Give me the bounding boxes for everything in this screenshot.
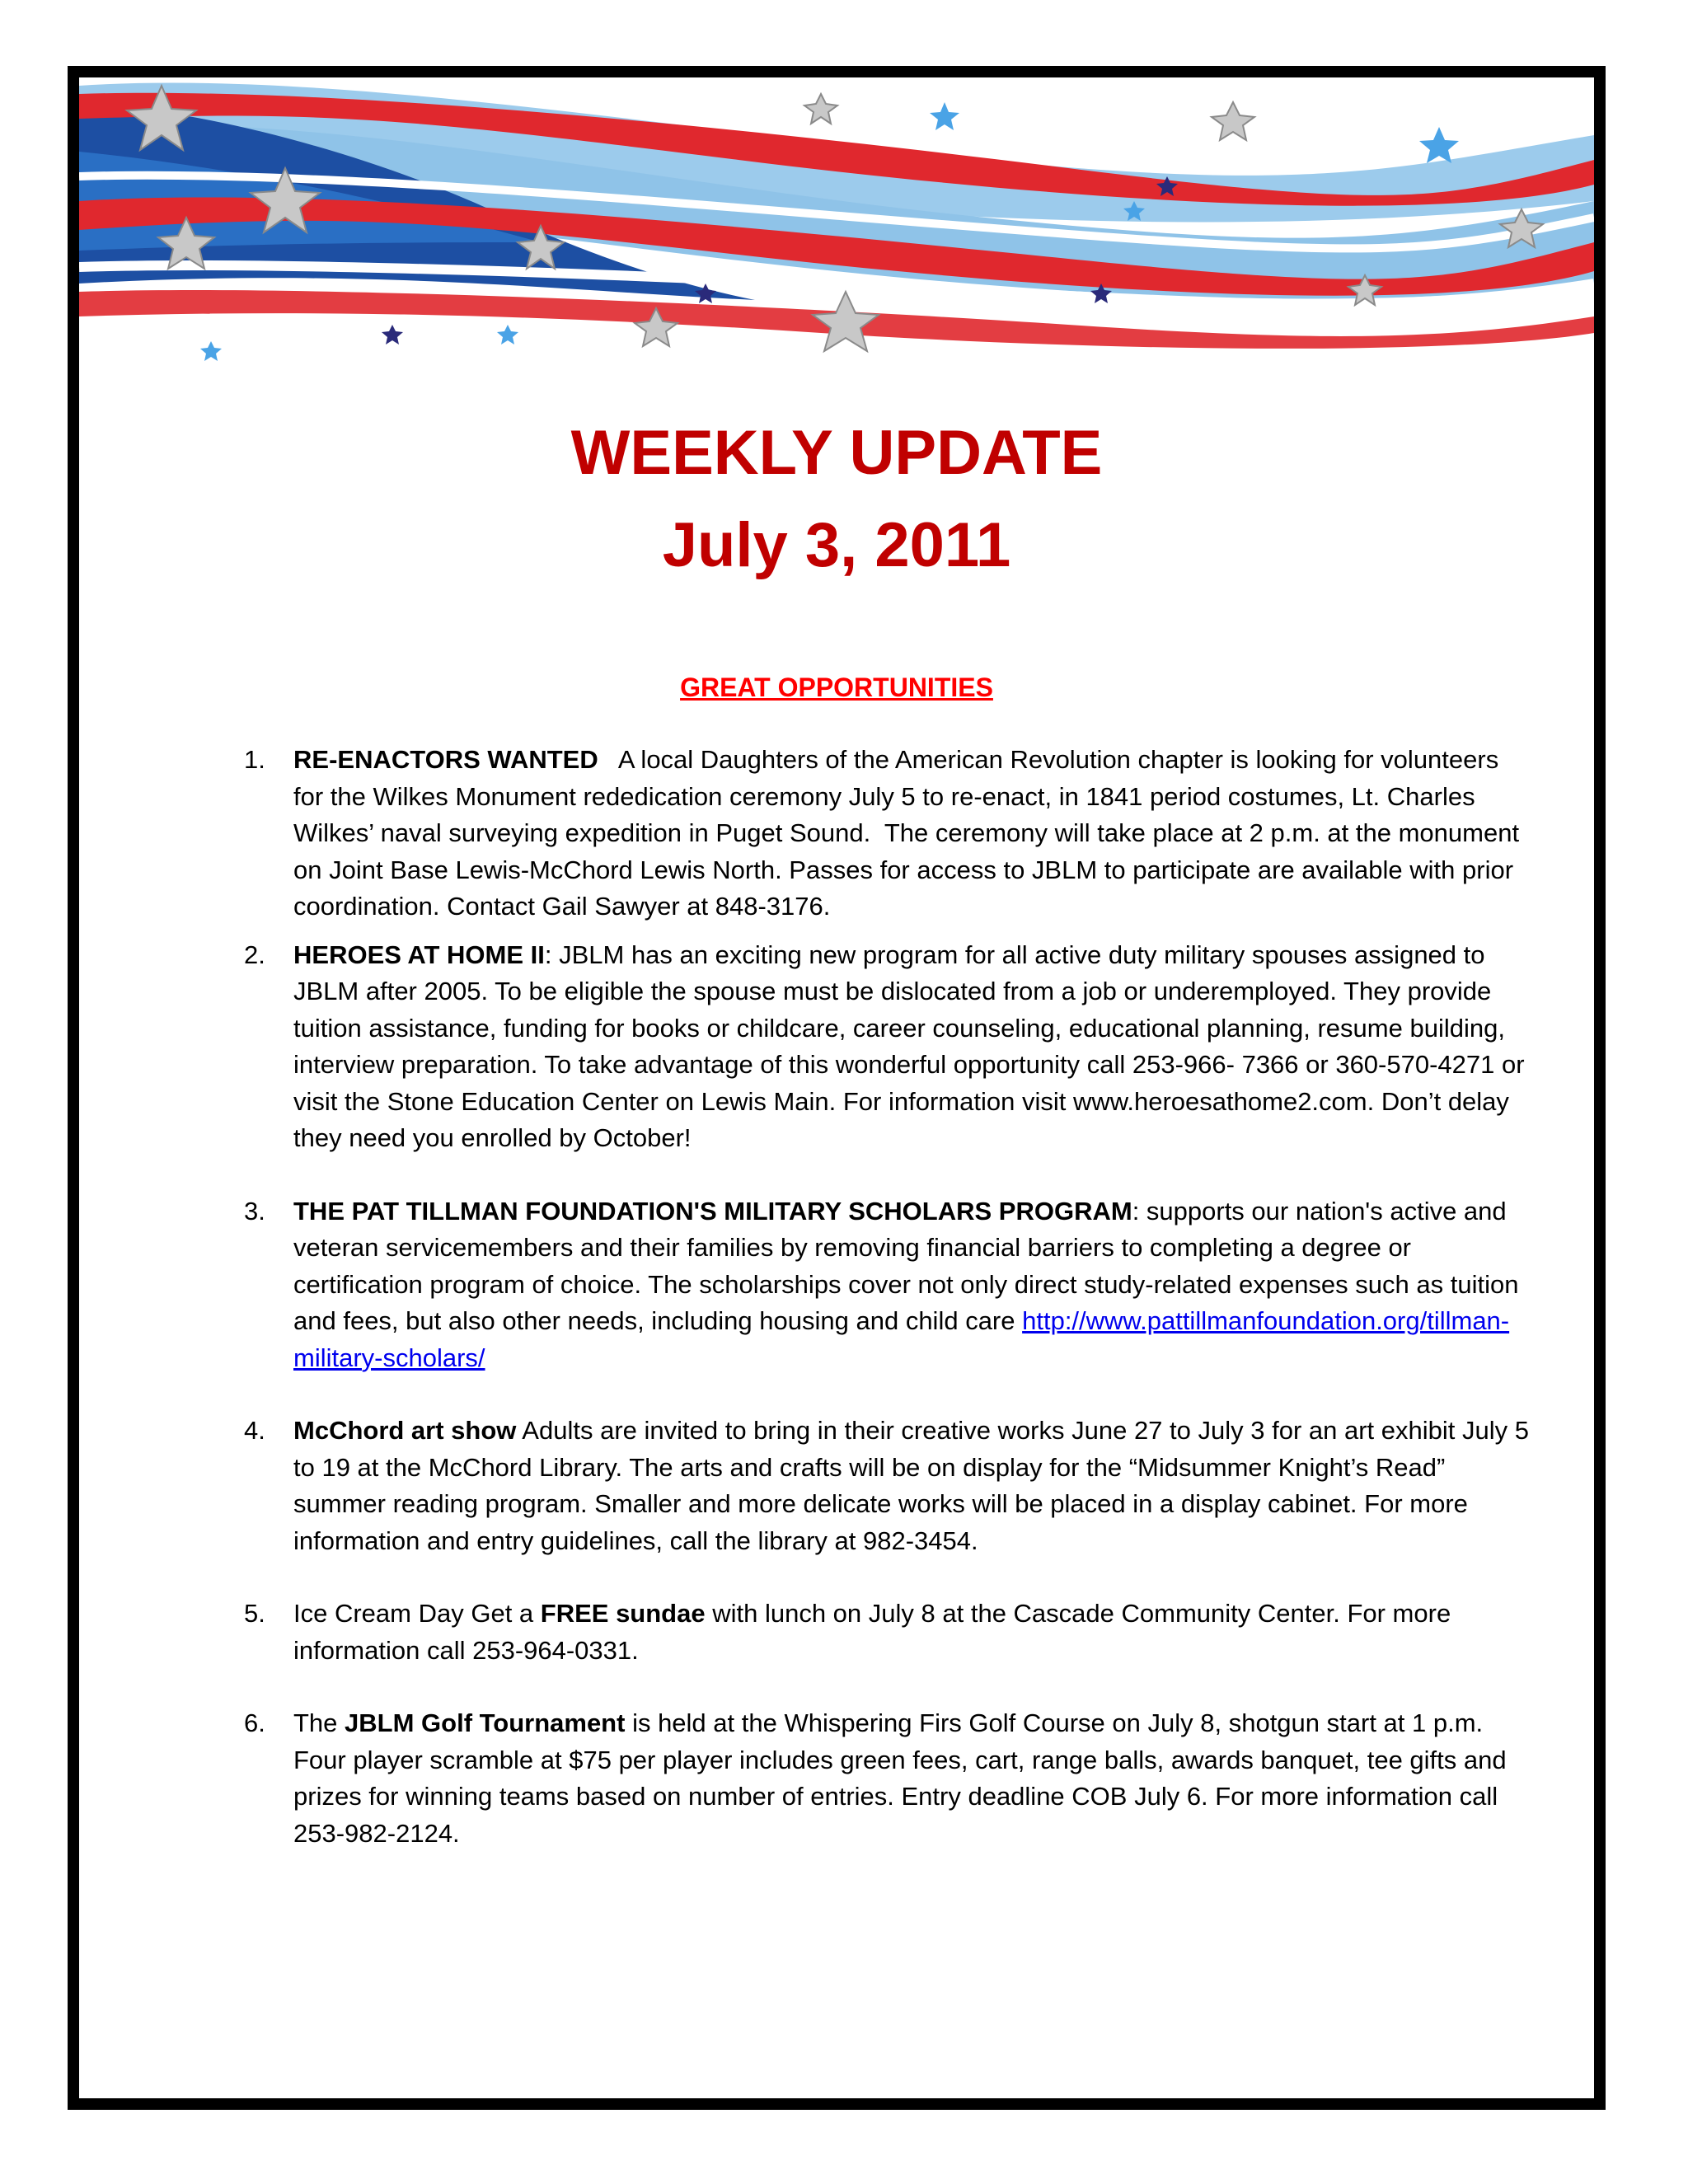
item-pre-text: The bbox=[293, 1708, 345, 1737]
item-text: A local Daughters of the American Revolution chapter is looking for volunteers for the Wilkes Monument rededication ceremony July 5 to re-enact, in 1841 period costumes, Lt. Charles Wilkes’ naval surveying expedition in Puget Sound. The ceremony will take place at 2 p.m. at the monument on Joint Base Lewis-McChord Lewis North. Passes for access to JBLM to participate are available with prior coordination. Contact Gail Sawyer at 848-3176. bbox=[293, 745, 1526, 921]
list-item bbox=[244, 1596, 1530, 1669]
item-text: Adults are invited to bring in their creative works June 27 to July 3 for an art exhibit July 5 to 19 at the McChord Library. The arts and crafts will be on display for the “Midsummer Knight’s Read” summer reading program. Smaller and more delicate works will be placed in a display cabinet. For more information and entry guidelines, call the library at 982-3454. bbox=[293, 1416, 1529, 1555]
item-text: is held at the Whispering Firs Golf Course on July 8, shotgun start at 1 p.m. Four player scramble at $75 per player includes green fees, cart, range balls, awards banquet, tee gifts and prizes for winning teams based on number of entries. Entry deadline COB July 6. For more information call 253-982-2124. bbox=[293, 1708, 1507, 1848]
list-item bbox=[244, 742, 1530, 926]
section-heading: GREAT OPPORTUNITIES bbox=[680, 673, 993, 702]
item-text: : JBLM has an exciting new program for all active duty military spouses assigned to JBLM after 2005. To be eligible the spouse must be dislocated from a job or underemployed. They provide tuition assistance, funding for books or childcare, career counseling, educational planning, resume building, interview preparation. To take advantage of this wonderful opportunity call 253-966- 7366 or 360-570-4271 or visit the Stone Education Center on Lewis Main. For information visit www.heroesathome2.com. Don’t delay they need you enrolled by October! bbox=[293, 940, 1525, 1152]
item-title: FREE sundae bbox=[540, 1599, 706, 1628]
item-title: McChord art show bbox=[293, 1416, 517, 1445]
item-pre-text: Ice Cream Day Get a bbox=[293, 1599, 541, 1628]
list-item bbox=[244, 1413, 1530, 1559]
item-text: with lunch on July 8 at the Cascade Community Center. For more information call 253-964-0331. bbox=[293, 1599, 1451, 1665]
item-title: THE PAT TILLMAN FOUNDATION'S MILITARY SCHOLARS PROGRAM bbox=[293, 1196, 1132, 1226]
list-item bbox=[244, 1193, 1530, 1377]
item-number: 1. bbox=[244, 745, 265, 774]
item-number: 5. bbox=[244, 1599, 265, 1628]
item-number: 4. bbox=[244, 1416, 265, 1445]
tillman-link[interactable]: http://www.pattillmanfoundation.org/tillman-military-scholars/ bbox=[293, 1306, 1510, 1372]
flag-banner-image bbox=[79, 77, 1594, 374]
list-item bbox=[244, 1705, 1530, 1852]
page-date: July 3, 2011 bbox=[662, 510, 1011, 580]
page-frame bbox=[68, 66, 1606, 2110]
list-item bbox=[244, 937, 1530, 1157]
item-title: RE-ENACTORS WANTED bbox=[293, 745, 598, 774]
item-title: HEROES AT HOME II bbox=[293, 940, 545, 969]
page-title: WEEKLY UPDATE bbox=[570, 418, 1103, 488]
item-title: JBLM Golf Tournament bbox=[345, 1708, 626, 1737]
item-number: 3. bbox=[244, 1196, 265, 1226]
item-text: : supports our nation's active and veteran servicemembers and their families by removing financial barriers to completing a degree or certification program of choice. The scholarships cover not only direct study-related expenses such as tuition and fees, but also other needs, including housing and child care bbox=[293, 1196, 1519, 1335]
item-number: 6. bbox=[244, 1708, 265, 1737]
opportunities-list bbox=[244, 742, 1530, 1852]
item-number: 2. bbox=[244, 940, 265, 969]
